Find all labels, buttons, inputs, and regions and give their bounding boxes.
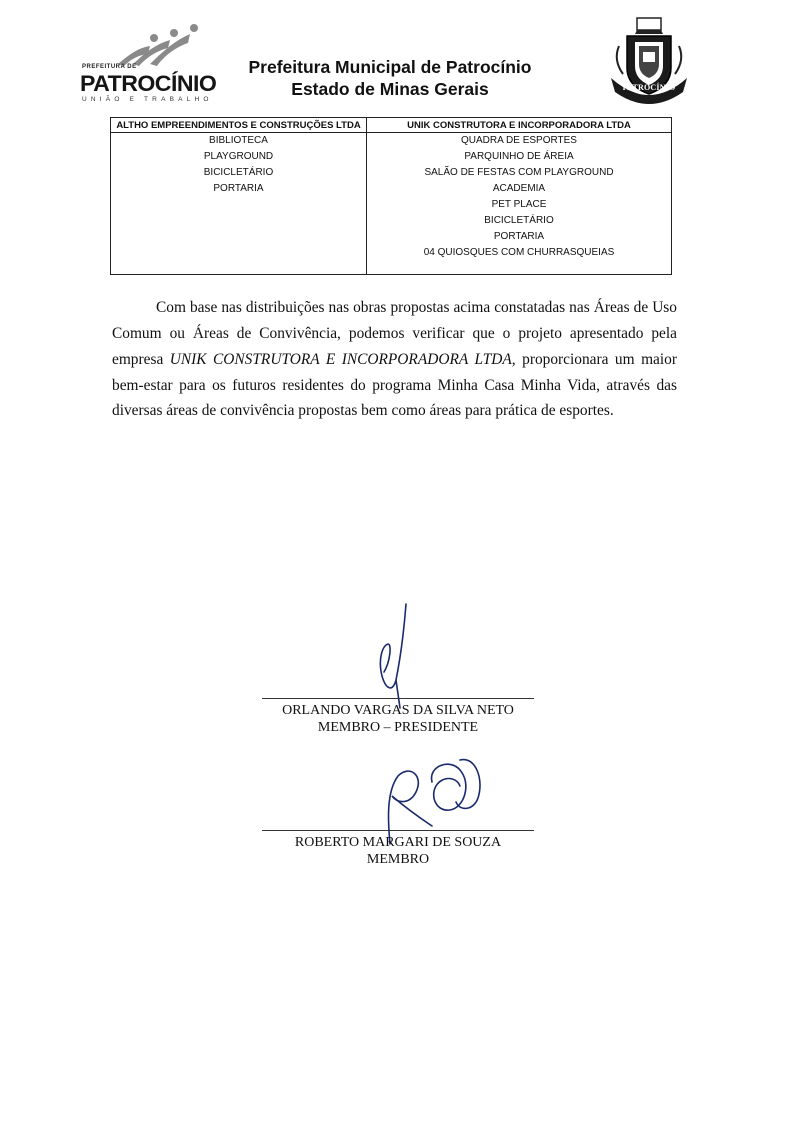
list-item: BICICLETÁRIO — [203, 167, 274, 178]
logo-small-text: PREFEITURA DE — [82, 64, 137, 70]
signature-line — [262, 830, 534, 831]
signatory-name: ORLANDO VARGAS DA SILVA NETO — [282, 703, 514, 718]
signatory-1 — [262, 702, 534, 736]
comparison-table — [110, 117, 672, 275]
signatory-name: ROBERTO MARGARI DE SOUZA — [294, 835, 502, 850]
list-item: PLAYGROUND — [203, 151, 274, 162]
crest-label: PATROCÍNIO — [622, 83, 676, 92]
list-item: QUADRA DE ESPORTES — [461, 135, 577, 146]
signatory-role: MEMBRO — [366, 852, 430, 867]
list-item: PARQUINHO DE ÁREIA — [464, 151, 574, 162]
coat-of-arms-icon — [609, 16, 689, 106]
altho-items-cell — [111, 133, 367, 275]
table-header-unik: UNIK CONSTRUTORA E INCORPORADORA LTDA — [367, 118, 672, 133]
logo-city-name: PATROCÍNIO — [80, 71, 217, 96]
patrocinio-logo — [78, 24, 228, 106]
body-text-before: Com base nas distribuições nas obras propostas acima constatadas nas Áreas de Uso Comum ou Áreas de Convivência, podemos verificar que o projeto apresentado pela empresa — [112, 299, 677, 368]
header-title-line2: Estado de Minas Gerais — [291, 79, 489, 99]
signatory-role: MEMBRO – PRESIDENTE — [317, 720, 479, 735]
body-paragraph — [112, 295, 677, 424]
unik-items-cell — [367, 133, 672, 275]
logo-motto: UNIÃO E TRABALHO — [82, 96, 213, 103]
list-item: PET PLACE — [491, 199, 547, 210]
page-header-title — [240, 56, 540, 100]
list-item: PORTARIA — [493, 231, 545, 242]
table-header-altho: ALTHO EMPREENDIMENTOS E CONSTRUÇÕES LTDA — [111, 118, 367, 133]
signature-orlando — [360, 600, 420, 710]
company-name: UNIK CONSTRUTORA E INCORPORADORA LTDA, — [169, 350, 516, 368]
list-item: PORTARIA — [213, 183, 264, 194]
list-item: SALÃO DE FESTAS COM PLAYGROUND — [424, 167, 614, 178]
body-text-after: proporcionara um maior bem-estar para os futuros residentes do programa Minha Casa Minha Vida, através das diversas áreas de convivência propostas bem como áreas para prática de esportes. — [112, 350, 677, 420]
signature-line — [262, 698, 534, 699]
list-item: BICICLETÁRIO — [484, 215, 554, 226]
header-title-line1: Prefeitura Municipal de Patrocínio — [248, 57, 532, 77]
list-item: 04 QUIOSQUES COM CHURRASQUEIAS — [423, 247, 615, 258]
list-item: BIBLIOTECA — [209, 135, 268, 146]
list-item: ACADEMIA — [492, 183, 546, 194]
signatory-2 — [262, 834, 534, 868]
